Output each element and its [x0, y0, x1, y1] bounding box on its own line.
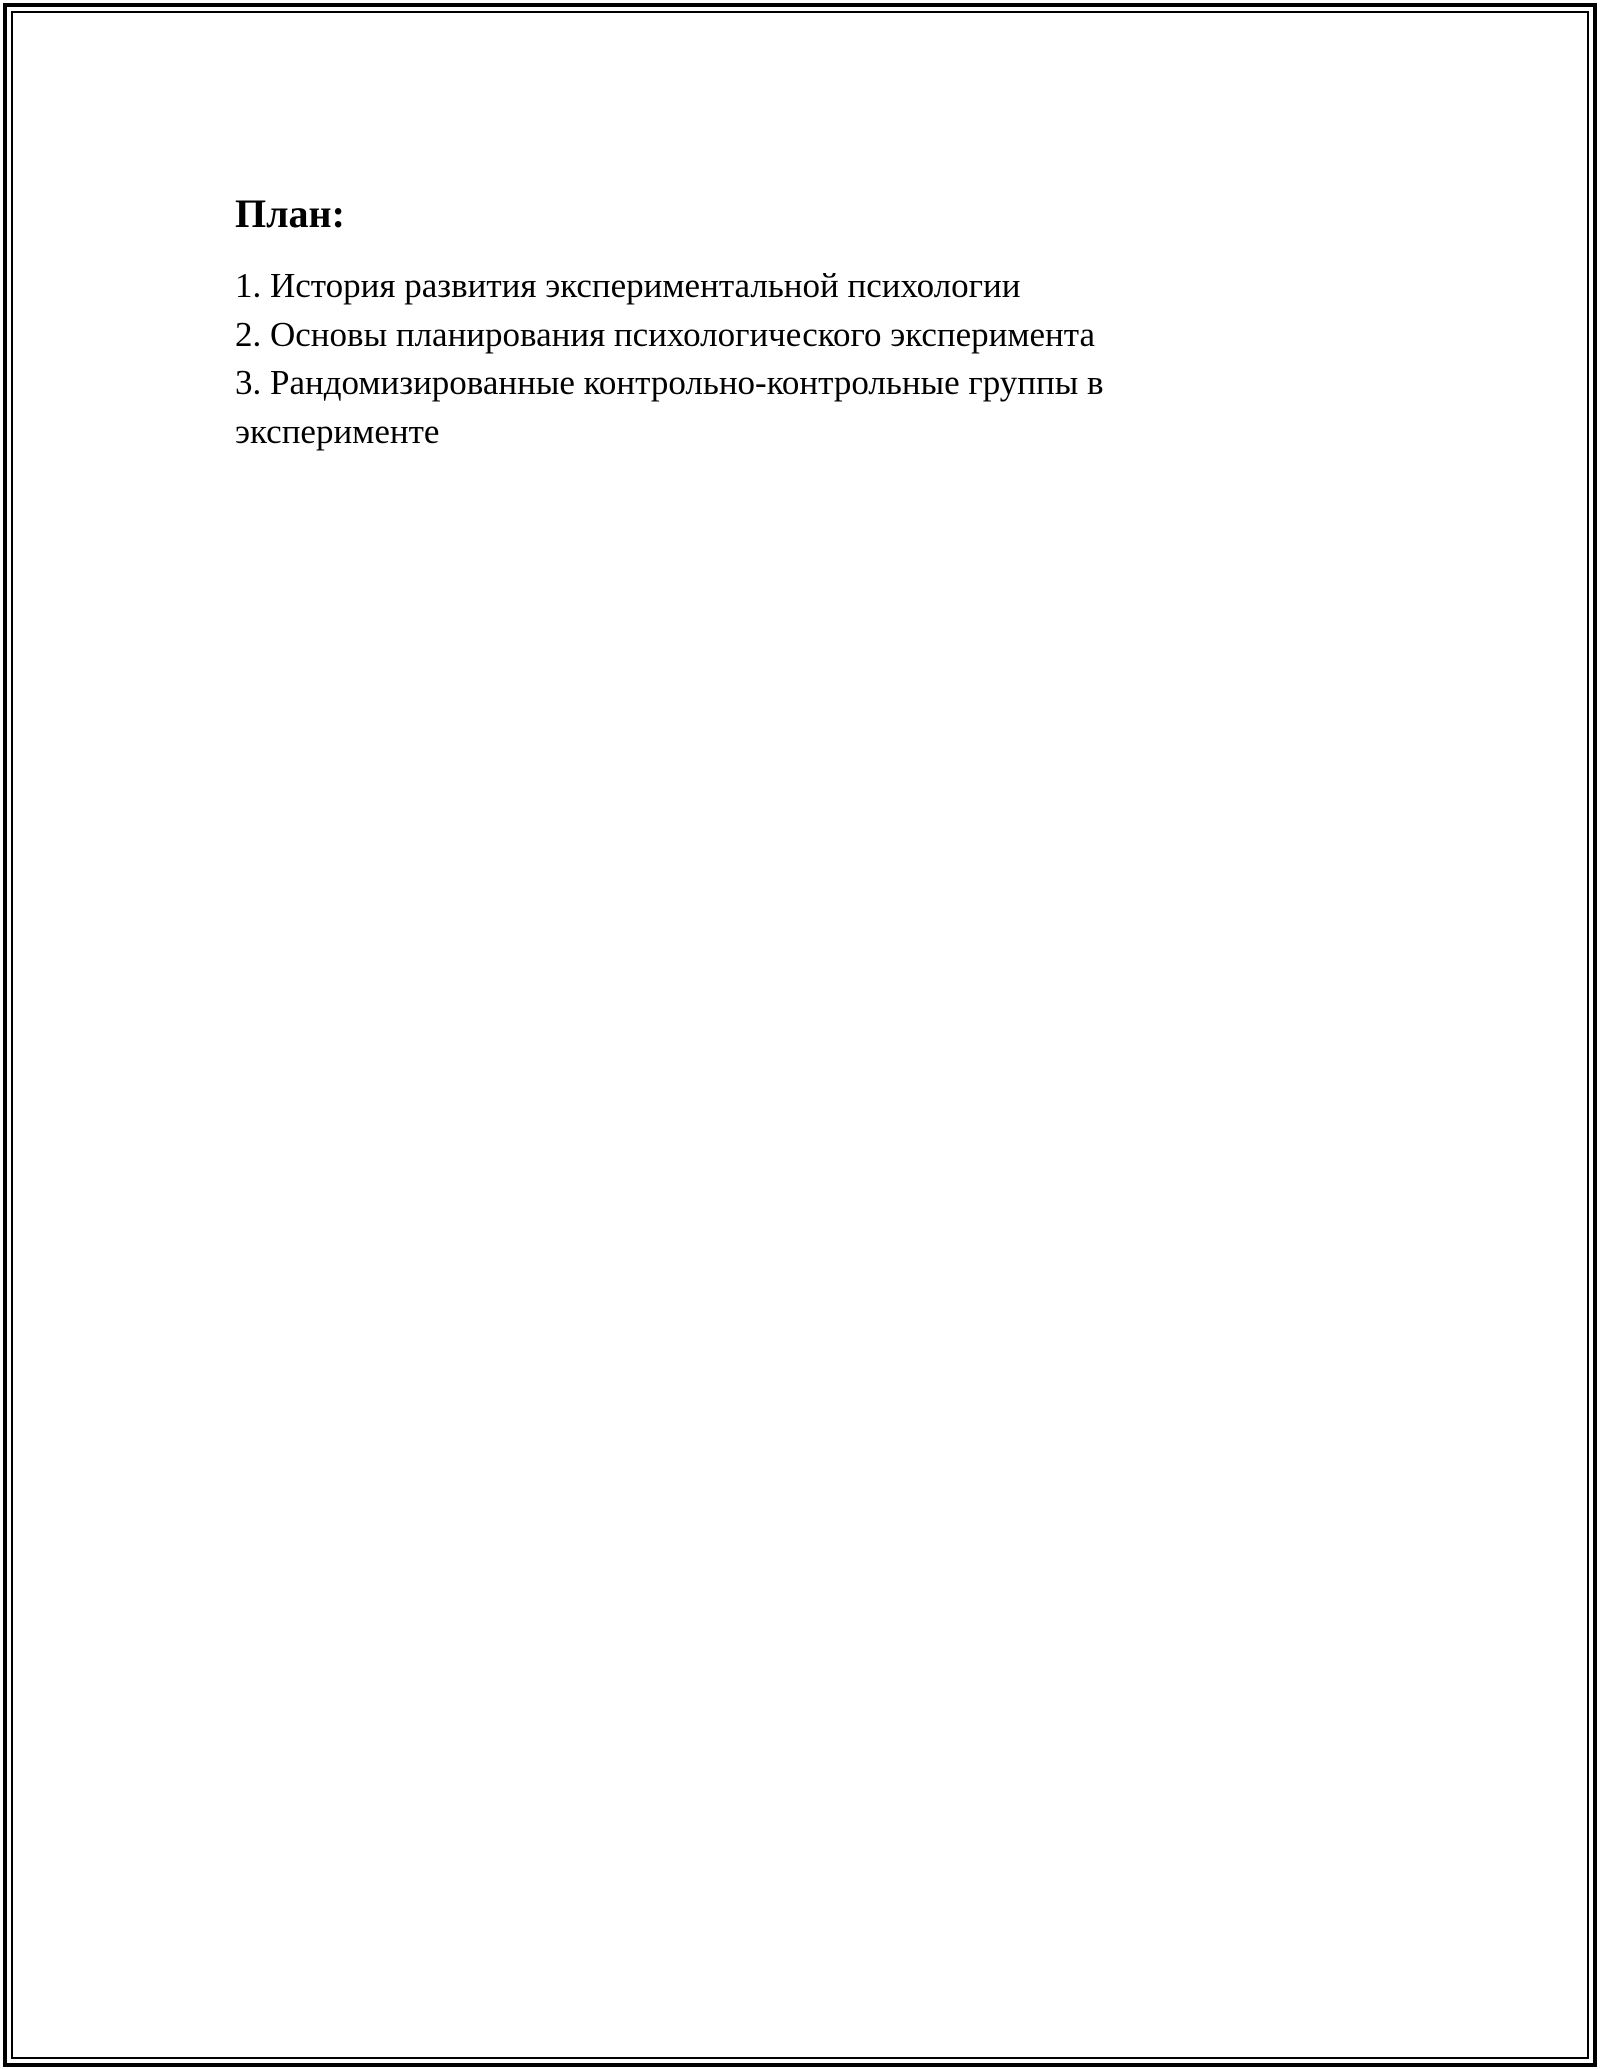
- plan-item-2: 2. Основы планирования психологического эксперимента: [235, 314, 1096, 354]
- plan-list: [235, 262, 1195, 456]
- plan-item-1: 1. История развития экспериментальной психологии: [235, 266, 1021, 305]
- page-content: [235, 186, 1195, 456]
- plan-item-3: 3. Рандомизированные контрольно-контрольные группы в эксперименте: [235, 363, 1104, 451]
- plan-heading: План:: [235, 191, 345, 236]
